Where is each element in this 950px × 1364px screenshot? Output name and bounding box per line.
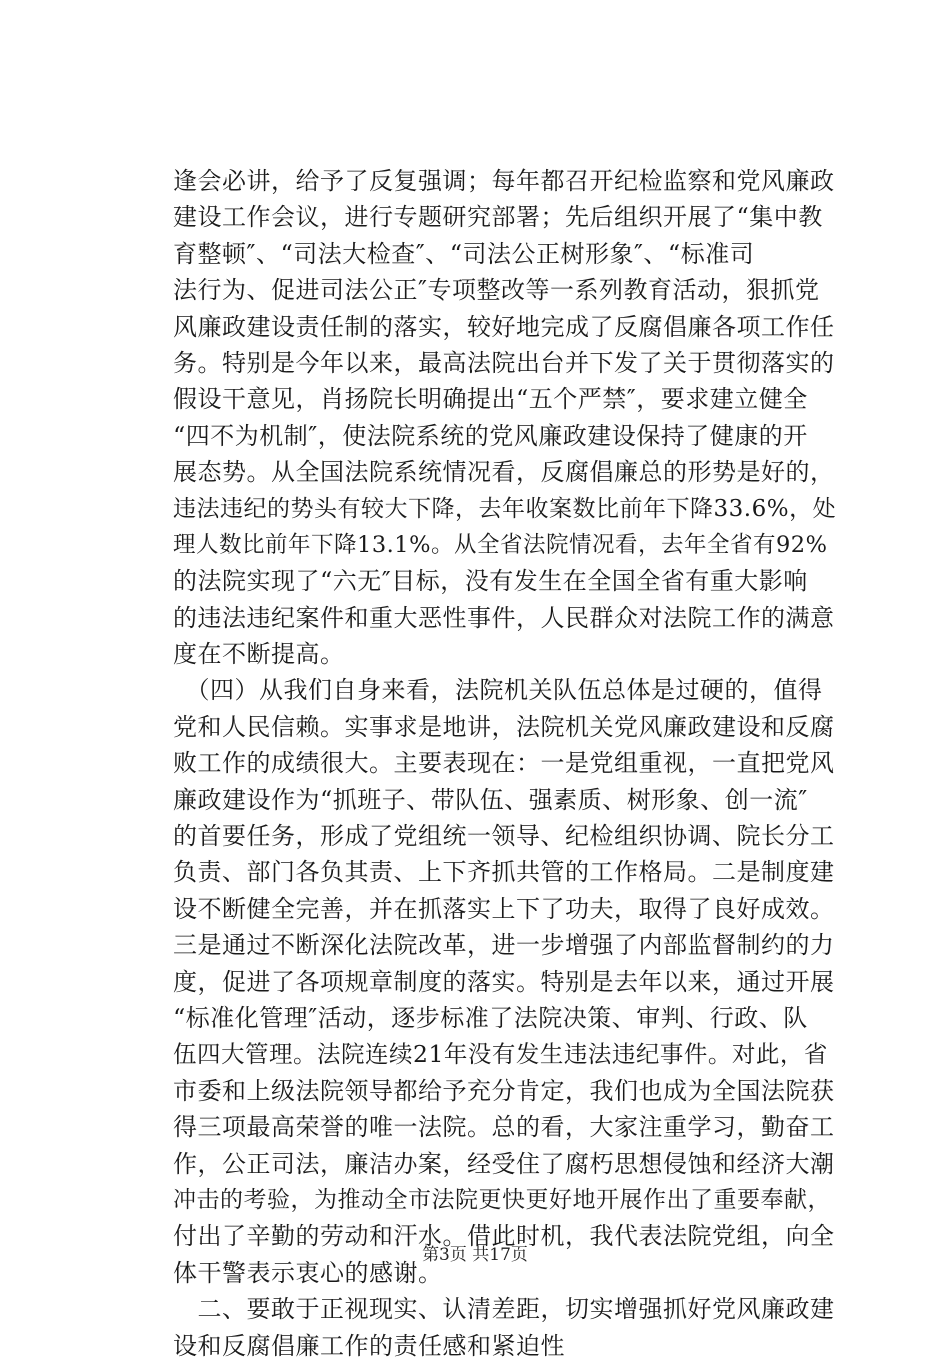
text-line: 展态势。从全国法院系统情况看，反腐倡廉总的形势是好的， <box>173 458 835 487</box>
text-line: 伍四大管理。法院连续21年没有发生违法违纪事件。对此，省 <box>173 1040 828 1069</box>
text-line: 冲击的考验，为推动全市法院更快更好地开展作出了重要奉献， <box>173 1186 831 1213</box>
text-line: 务。特别是今年以来，最高法院出台并下发了关于贯彻落实的 <box>173 348 835 377</box>
text-line: 党和人民信赖。实事求是地讲，法院机关党风廉政建设和反腐 <box>173 712 835 741</box>
text-line: 理人数比前年下降13.1%。从全省法院情况看，去年全省有92% <box>173 531 828 558</box>
text-line: 假设干意见，肖扬院长明确提出“五个严禁″，要求建立健全 <box>173 385 808 414</box>
text-line: 的首要任务，形成了党组统一领导、纪检组织协调、院长分工 <box>173 822 835 851</box>
text-line: 风廉政建设责任制的落实，较好地完成了反腐倡廉各项工作任 <box>173 312 835 341</box>
text-line: 败工作的成绩很大。主要表现在：一是党组重视，一直把党风 <box>173 749 835 778</box>
text-line: 作，公正司法，廉洁办案，经受住了腐朽思想侵蚀和经济大潮 <box>173 1149 835 1178</box>
text-line: “四不为机制″，使法院系统的党风廉政建设保持了健康的开 <box>173 421 808 450</box>
text-line: 逢会必讲，给予了反复强调；每年都召开纪检监察和党风廉政 <box>173 167 835 195</box>
body-text <box>173 163 841 1364</box>
text-line: 三是通过不断深化法院改革，进一步增强了内部监督制约的力 <box>173 931 835 960</box>
text-line: 的法院实现了“六无″目标，没有发生在全国全省有重大影响 <box>173 567 808 596</box>
page-number: 第3页 共17页 <box>422 1245 528 1265</box>
text-line: 二、要敢于正视现实、认清差距，切实增强抓好党风廉政建 <box>173 1295 835 1324</box>
text-line: 度在不断提高。 <box>173 640 345 669</box>
text-line: 市委和上级法院领导都给予充分肯定，我们也成为全国法院获 <box>173 1076 835 1105</box>
text-line: 度，促进了各项规章制度的落实。特别是去年以来，通过开展 <box>173 967 835 996</box>
text-line: 违法违纪的势头有较大下降，去年收案数比前年下降33.6%，处 <box>173 495 837 522</box>
text-line: 付出了辛勤的劳动和汗水。借此时机，我代表法院党组，向全 <box>173 1222 835 1251</box>
text-line: （四）从我们自身来看，法院机关队伍总体是过硬的，值得 <box>173 676 823 705</box>
text-line: 得三项最高荣誉的唯一法院。总的看，大家注重学习，勤奋工 <box>173 1113 835 1142</box>
text-line: 廉政建设作为“抓班子、带队伍、强素质、树形象、创一流″ <box>173 785 808 814</box>
text-line: 法行为、促进司法公正″专项整改等一系列教育活动，狠抓党 <box>173 276 820 305</box>
text-line: 负责、部门各负其责、上下齐抓共管的工作格局。二是制度建 <box>173 858 835 887</box>
text-line: 建设工作会议，进行专题研究部署；先后组织开展了“集中教 <box>173 203 823 232</box>
text-line: 体干警表示衷心的感谢。 <box>173 1258 443 1287</box>
text-line: “标准化管理″活动，逐步标准了法院决策、审判、行政、队 <box>173 1003 808 1032</box>
text-line: 设和反腐倡廉工作的责任感和紧迫性 <box>173 1331 565 1360</box>
text-line: 育整顿″、“司法大检查″、“司法公正树形象″、“标准司 <box>173 239 755 268</box>
text-line: 设不断健全完善，并在抓落实上下了功夫，取得了良好成效。 <box>173 894 835 923</box>
text-line: 的违法违纪案件和重大恶性事件，人民群众对法院工作的满意 <box>173 603 835 632</box>
page-footer <box>0 1243 950 1267</box>
